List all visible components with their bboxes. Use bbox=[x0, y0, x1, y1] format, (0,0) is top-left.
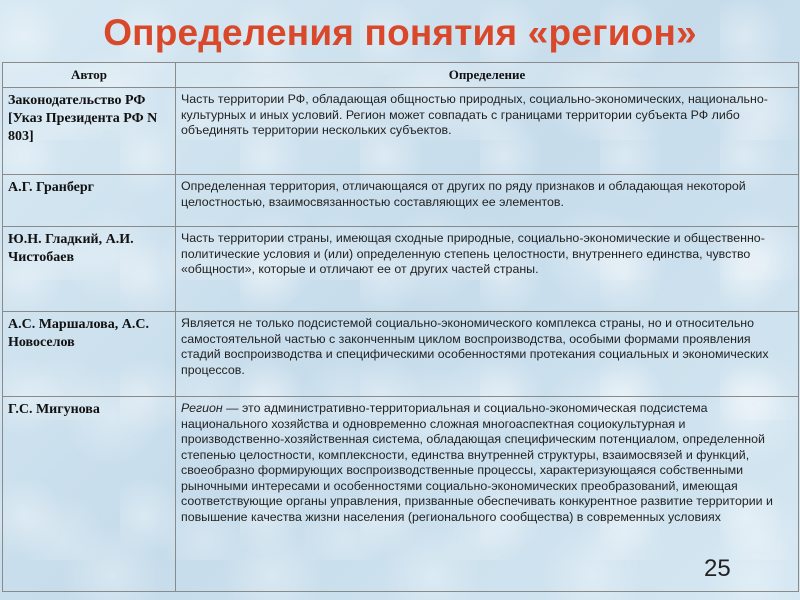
row-definition: Определенная территория, отличающаяся от других по ряду признаков и обладающая некоторой целостностью, взаимосвязанностью составляющих ее элементов. bbox=[176, 175, 799, 227]
row-author: Ю.Н. Гладкий, А.И. Чистобаев bbox=[3, 227, 176, 312]
row-author: Г.С. Мигунова bbox=[3, 397, 176, 592]
slide-title: Определения понятия «регион» bbox=[103, 12, 697, 53]
definitions-table bbox=[2, 62, 799, 592]
table-header-row bbox=[3, 63, 799, 88]
row-definition: Является не только подсистемой социально-экономического комплекса страны, но и относительно самостоятельной частью с законченным циклом воспроизводства, особыми формами проявления стадий воспроизводства и специфическими особенностями протекания социальных и экономических процессов. bbox=[176, 312, 799, 397]
header-definition: Определение bbox=[176, 63, 799, 88]
definition-term: Регион bbox=[181, 401, 223, 415]
page-number: 25 bbox=[704, 555, 731, 582]
table-row bbox=[3, 227, 799, 312]
definition-text: — это административно-территориальная и социально-экономическая подсистема национального хозяйства и одновременно сложная многоаспектная социокультурная и производственно-хозяйственная система, обладающая специфическим потенциалом, определенной степенью целостности, комплексности, единства внутренней структуры, взаимосвязей и функций, своеобразно формирующих воспроизводственные процессы, характеризующаяся собственными рыночными интересами и особенностями социально-экономических преобразований, имеющая соответствующие органы управления, призванные обеспечивать конкурентное развитие территории и повышение качества жизни населения (регионального сообщества) в современных условиях bbox=[181, 401, 773, 524]
table-row bbox=[3, 175, 799, 227]
table-row bbox=[3, 88, 799, 175]
row-author: А.Г. Гранберг bbox=[3, 175, 176, 227]
row-definition: Часть территории страны, имеющая сходные природные, социально-экономические и общественно-политические условия и (или) определенную степень целостности, внутреннего единства, чувство «общности», которые и отличают ее от других частей страны. bbox=[176, 227, 799, 312]
row-author: А.С. Маршалова, А.С. Новоселов bbox=[3, 312, 176, 397]
row-definition: Часть территории РФ, обладающая общностью природных, социально-экономических, национально-культурных и иных условий. Регион может совпадать с границами территории субъекта РФ либо объединять территории нескольких субъектов. bbox=[176, 88, 799, 175]
header-author: Автор bbox=[3, 63, 176, 88]
table-row bbox=[3, 312, 799, 397]
row-author: Законодательство РФ [Указ Президента РФ N 803] bbox=[3, 88, 176, 175]
table-row bbox=[3, 397, 799, 592]
